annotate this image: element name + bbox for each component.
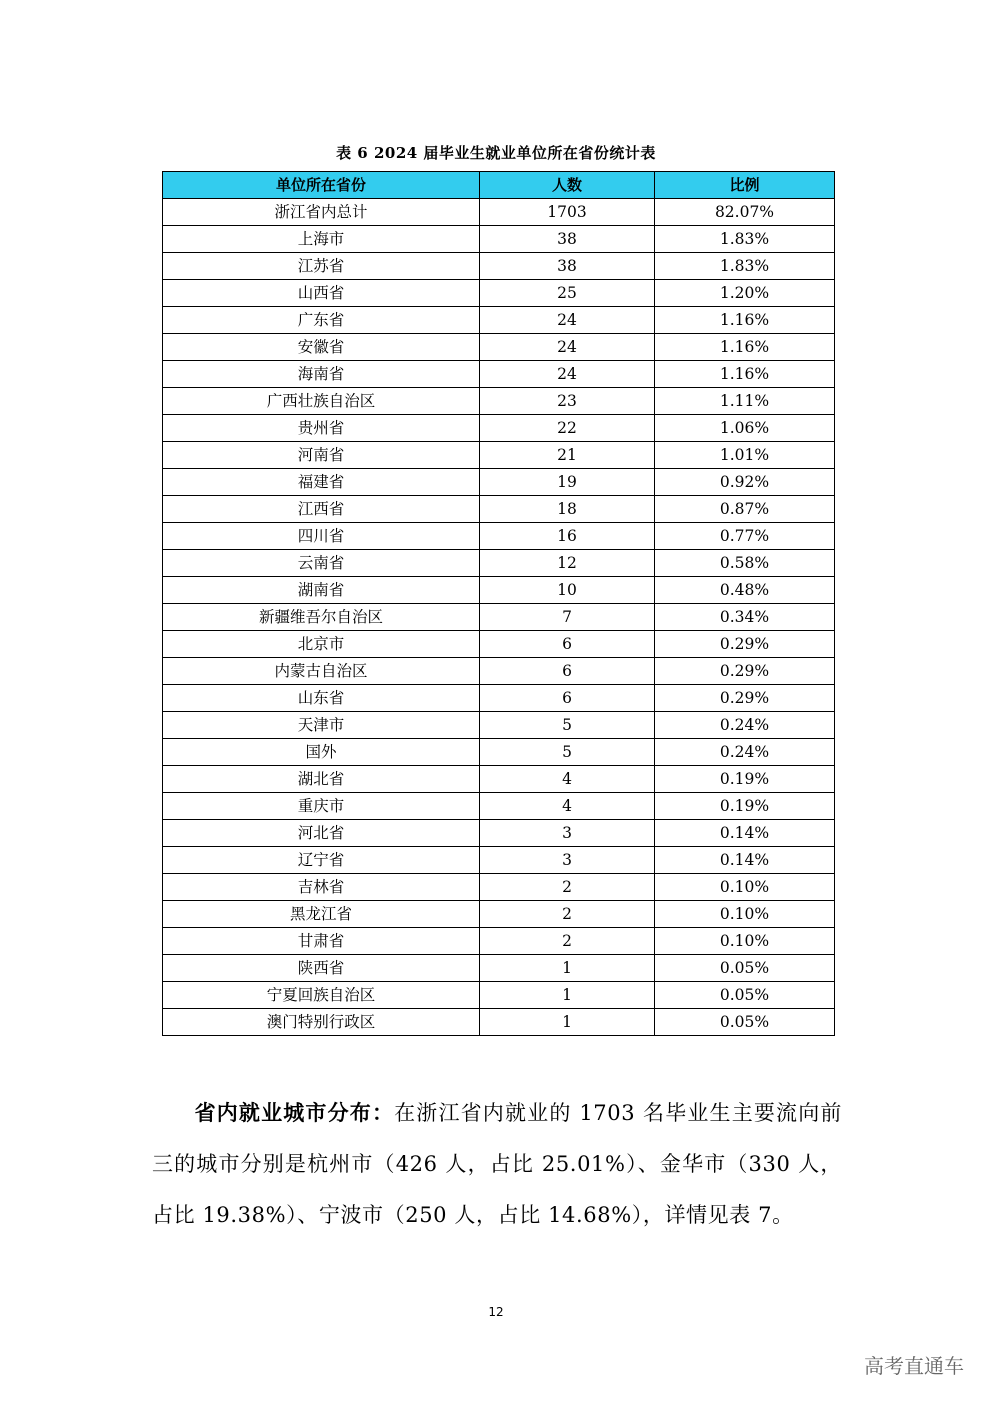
- cell-ratio: 0.29%: [655, 685, 835, 712]
- cell-count: 22: [480, 415, 655, 442]
- cell-count: 38: [480, 226, 655, 253]
- cell-ratio: 1.16%: [655, 334, 835, 361]
- table-body: [163, 199, 835, 1036]
- cell-count: 21: [480, 442, 655, 469]
- table-row: [163, 685, 835, 712]
- cell-count: 24: [480, 334, 655, 361]
- watermark-text: 高考直通车: [864, 1354, 964, 1378]
- cell-count: 19: [480, 469, 655, 496]
- table-row: [163, 982, 835, 1009]
- table-row: [163, 658, 835, 685]
- cell-count: 6: [480, 658, 655, 685]
- cell-ratio: 0.10%: [655, 928, 835, 955]
- cell-ratio: 1.06%: [655, 415, 835, 442]
- table-row: [163, 793, 835, 820]
- header-ratio: 比例: [655, 172, 835, 199]
- cell-ratio: 0.05%: [655, 1009, 835, 1036]
- cell-count: 4: [480, 766, 655, 793]
- table-row: [163, 226, 835, 253]
- cell-province: 宁夏回族自治区: [163, 982, 480, 1009]
- cell-ratio: 0.29%: [655, 658, 835, 685]
- cell-count: 23: [480, 388, 655, 415]
- cell-ratio: 0.19%: [655, 793, 835, 820]
- cell-count: 4: [480, 793, 655, 820]
- cell-count: 24: [480, 361, 655, 388]
- cell-province: 湖北省: [163, 766, 480, 793]
- cell-count: 16: [480, 523, 655, 550]
- cell-count: 7: [480, 604, 655, 631]
- table-row: [163, 388, 835, 415]
- cell-count: 1: [480, 955, 655, 982]
- cell-province: 江西省: [163, 496, 480, 523]
- cell-ratio: 0.87%: [655, 496, 835, 523]
- cell-province: 河北省: [163, 820, 480, 847]
- cell-ratio: 0.48%: [655, 577, 835, 604]
- cell-province: 新疆维吾尔自治区: [163, 604, 480, 631]
- table-row: [163, 1009, 835, 1036]
- cell-ratio: 0.19%: [655, 766, 835, 793]
- table-row: [163, 469, 835, 496]
- table-row: [163, 739, 835, 766]
- cell-province: 广东省: [163, 307, 480, 334]
- cell-count: 25: [480, 280, 655, 307]
- city-distribution-paragraph: [152, 1087, 842, 1241]
- table-header-row: [163, 172, 835, 199]
- cell-ratio: 0.58%: [655, 550, 835, 577]
- table-row: [163, 766, 835, 793]
- cell-ratio: 0.77%: [655, 523, 835, 550]
- cell-province: 湖南省: [163, 577, 480, 604]
- cell-province: 辽宁省: [163, 847, 480, 874]
- table-row: [163, 199, 835, 226]
- table-row: [163, 604, 835, 631]
- header-count: 人数: [480, 172, 655, 199]
- cell-province: 贵州省: [163, 415, 480, 442]
- cell-province: 吉林省: [163, 874, 480, 901]
- cell-ratio: 0.05%: [655, 955, 835, 982]
- cell-count: 2: [480, 928, 655, 955]
- cell-province: 海南省: [163, 361, 480, 388]
- table-row: [163, 820, 835, 847]
- cell-count: 38: [480, 253, 655, 280]
- cell-province: 上海市: [163, 226, 480, 253]
- table-row: [163, 577, 835, 604]
- cell-ratio: 1.11%: [655, 388, 835, 415]
- cell-ratio: 1.16%: [655, 361, 835, 388]
- table-row: [163, 442, 835, 469]
- table-row: [163, 307, 835, 334]
- header-province: 单位所在省份: [163, 172, 480, 199]
- cell-count: 2: [480, 874, 655, 901]
- cell-province: 国外: [163, 739, 480, 766]
- cell-count: 18: [480, 496, 655, 523]
- table-row: [163, 928, 835, 955]
- cell-count: 24: [480, 307, 655, 334]
- cell-province: 河南省: [163, 442, 480, 469]
- table-row: [163, 496, 835, 523]
- cell-ratio: 1.20%: [655, 280, 835, 307]
- paragraph-body: 在浙江省内就业的 1703 名毕业生主要流向前三的城市分别是杭州市（426 人，占比 25.01%）、金华市（330 人，占比 19.38%）、宁波市（250 人，占比 14.68%），详情见表 7。: [152, 1101, 843, 1227]
- cell-province: 天津市: [163, 712, 480, 739]
- cell-ratio: 0.24%: [655, 739, 835, 766]
- cell-province: 陕西省: [163, 955, 480, 982]
- cell-province: 云南省: [163, 550, 480, 577]
- cell-province: 江苏省: [163, 253, 480, 280]
- cell-count: 6: [480, 631, 655, 658]
- cell-ratio: 0.05%: [655, 982, 835, 1009]
- cell-province: 浙江省内总计: [163, 199, 480, 226]
- cell-province: 福建省: [163, 469, 480, 496]
- cell-count: 3: [480, 820, 655, 847]
- cell-province: 山东省: [163, 685, 480, 712]
- cell-ratio: 0.14%: [655, 820, 835, 847]
- cell-count: 6: [480, 685, 655, 712]
- cell-count: 1703: [480, 199, 655, 226]
- table-row: [163, 253, 835, 280]
- table-row: [163, 847, 835, 874]
- cell-province: 北京市: [163, 631, 480, 658]
- cell-ratio: 0.92%: [655, 469, 835, 496]
- table-row: [163, 361, 835, 388]
- cell-province: 黑龙江省: [163, 901, 480, 928]
- table-row: [163, 415, 835, 442]
- cell-province: 山西省: [163, 280, 480, 307]
- cell-province: 甘肃省: [163, 928, 480, 955]
- cell-count: 1: [480, 982, 655, 1009]
- table-caption: 表 6 2024 届毕业生就业单位所在省份统计表: [336, 144, 656, 162]
- cell-province: 四川省: [163, 523, 480, 550]
- table-row: [163, 334, 835, 361]
- cell-count: 1: [480, 1009, 655, 1036]
- cell-ratio: 0.29%: [655, 631, 835, 658]
- cell-ratio: 1.16%: [655, 307, 835, 334]
- cell-count: 12: [480, 550, 655, 577]
- cell-count: 5: [480, 712, 655, 739]
- cell-ratio: 0.14%: [655, 847, 835, 874]
- cell-ratio: 1.01%: [655, 442, 835, 469]
- cell-ratio: 0.34%: [655, 604, 835, 631]
- page-number: 12: [488, 1305, 504, 1319]
- province-stats-table: [162, 171, 835, 1036]
- table-row: [163, 523, 835, 550]
- table-row: [163, 712, 835, 739]
- cell-ratio: 1.83%: [655, 253, 835, 280]
- cell-count: 2: [480, 901, 655, 928]
- table-row: [163, 631, 835, 658]
- cell-province: 安徽省: [163, 334, 480, 361]
- paragraph-lead: 省内就业城市分布：: [194, 1100, 395, 1125]
- cell-province: 重庆市: [163, 793, 480, 820]
- table-row: [163, 901, 835, 928]
- table-row: [163, 550, 835, 577]
- cell-province: 广西壮族自治区: [163, 388, 480, 415]
- cell-count: 3: [480, 847, 655, 874]
- cell-count: 5: [480, 739, 655, 766]
- cell-ratio: 0.10%: [655, 901, 835, 928]
- cell-ratio: 1.83%: [655, 226, 835, 253]
- cell-ratio: 0.10%: [655, 874, 835, 901]
- cell-province: 内蒙古自治区: [163, 658, 480, 685]
- cell-count: 10: [480, 577, 655, 604]
- table-row: [163, 280, 835, 307]
- table-row: [163, 874, 835, 901]
- cell-province: 澳门特别行政区: [163, 1009, 480, 1036]
- table-row: [163, 955, 835, 982]
- cell-ratio: 82.07%: [655, 199, 835, 226]
- cell-ratio: 0.24%: [655, 712, 835, 739]
